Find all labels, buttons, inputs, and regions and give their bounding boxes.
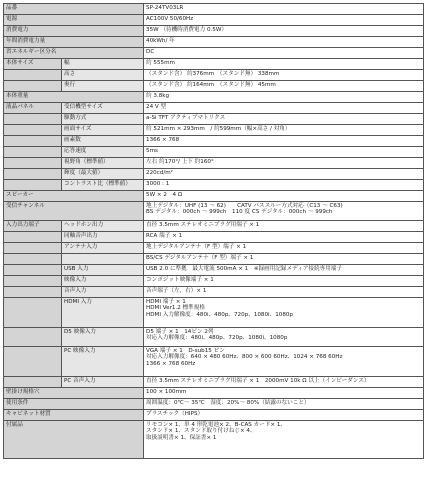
spec-category: [4, 136, 62, 147]
spec-row: [4, 421, 424, 459]
spec-value: AC100V 50/60Hz: [144, 15, 424, 26]
spec-row: [4, 147, 424, 158]
spec-row: [4, 410, 424, 421]
spec-value: BS/CS デジタルアンテナ（F 型）端子 × 1: [144, 254, 424, 265]
spec-row: [4, 399, 424, 410]
spec-row: [4, 48, 424, 59]
spec-value: （スタンド含） 約376mm （スタンド無） 338mm: [144, 70, 424, 81]
spec-value: 3000 : 1: [144, 180, 424, 191]
spec-value: 直径 3.5mm ステレオミニプラグ用端子 × 1: [144, 221, 424, 232]
spec-sublabel: PC 映像入力: [62, 347, 144, 377]
spec-row: [4, 254, 424, 265]
spec-value: 音声端子（左，右）× 1: [144, 287, 424, 298]
spec-sublabel: 視野角（標準値）: [62, 158, 144, 169]
spec-value: 周囲温度：0℃〜 35℃ 湿度：20%〜 80%（結露のないこと）: [144, 399, 424, 410]
spec-value: 地上デジタルアンテナ（F 型）端子 × 1: [144, 243, 424, 254]
spec-row: [4, 388, 424, 399]
spec-row: [4, 70, 424, 81]
spec-category: [4, 169, 62, 180]
spec-row: [4, 136, 424, 147]
spec-value: （スタンド含） 約164mm （スタンド無） 45mm: [144, 81, 424, 92]
spec-category: [4, 243, 62, 254]
spec-sublabel: HDMI 入力: [62, 298, 144, 328]
spec-category: [4, 328, 62, 347]
spec-value: HDMI 端子 × 1 HDMI Ver1.2 標準規格 HDMI 入力解像度：480i、480p、720p、1080i、1080p: [144, 298, 424, 328]
spec-value: コンポジット映像端子 × 1: [144, 276, 424, 287]
spec-category: [4, 377, 62, 388]
spec-row: [4, 202, 424, 221]
spec-value: 100 × 100mm: [144, 388, 424, 399]
spec-row: [4, 265, 424, 276]
spec-value: USB 2.0 に準拠 最大電流 500mA × 1 ※録画用記録メディア接続専用端子: [144, 265, 424, 276]
spec-sublabel: ヘッドホン出力: [62, 221, 144, 232]
spec-sublabel: 幅: [62, 59, 144, 70]
spec-sublabel: 受信機型サイズ: [62, 103, 144, 114]
spec-category: [4, 70, 62, 81]
spec-row: [4, 232, 424, 243]
spec-value: 24 V 型: [144, 103, 424, 114]
spec-row: [4, 328, 424, 347]
spec-label: 消費電力: [4, 26, 144, 37]
spec-value: 220cd/m²: [144, 169, 424, 180]
spec-sublabel: 映像入力: [62, 276, 144, 287]
spec-value: 約 3.8kg: [144, 92, 424, 103]
spec-category: [4, 347, 62, 377]
spec-sublabel: 駆動方式: [62, 114, 144, 125]
spec-sublabel: 画面サイズ: [62, 125, 144, 136]
spec-value: 1366 × 768: [144, 136, 424, 147]
spec-value: プラスチック（HIPS）: [144, 410, 424, 421]
spec-sublabel: USB 入力: [62, 265, 144, 276]
spec-category: [4, 158, 62, 169]
spec-row: [4, 221, 424, 232]
spec-value: RCA 端子 × 1: [144, 232, 424, 243]
spec-sublabel: PC 音声入力: [62, 377, 144, 388]
spec-label: 使用条件: [4, 399, 144, 410]
spec-label: 受信チャンネル: [4, 202, 144, 221]
spec-value: 5ms: [144, 147, 424, 158]
spec-category: [4, 125, 62, 136]
spec-row: [4, 243, 424, 254]
spec-value: 約 521mm × 293mm / 約599mm（幅×高さ / 対角）: [144, 125, 424, 136]
spec-value: 40kWh/ 年: [144, 37, 424, 48]
spec-row: [4, 347, 424, 377]
spec-category: [4, 180, 62, 191]
spec-sublabel: 高さ: [62, 70, 144, 81]
spec-value: DC: [144, 48, 424, 59]
spec-sublabel: アンテナ入力: [62, 243, 144, 254]
spec-row: [4, 191, 424, 202]
spec-row: [4, 4, 424, 15]
spec-row: [4, 92, 424, 103]
spec-row: [4, 276, 424, 287]
spec-sublabel: D5 映像入力: [62, 328, 144, 347]
spec-sublabel: 応答速度: [62, 147, 144, 158]
spec-row: [4, 81, 424, 92]
spec-category: 液晶パネル: [4, 103, 62, 114]
spec-category: [4, 254, 62, 265]
spec-value: 左右 約170°/ 上下 約160°: [144, 158, 424, 169]
spec-value: 約 555mm: [144, 59, 424, 70]
spec-category: [4, 147, 62, 158]
spec-category: [4, 232, 62, 243]
spec-value: SP-24TV03LR: [144, 4, 424, 15]
spec-category: 本体サイズ: [4, 59, 62, 70]
spec-row: [4, 103, 424, 114]
spec-row: [4, 37, 424, 48]
spec-label: スピーカー: [4, 191, 144, 202]
spec-row: [4, 287, 424, 298]
spec-category: 入力出力端子: [4, 221, 62, 232]
spec-category: [4, 287, 62, 298]
spec-table-body: [4, 4, 424, 459]
spec-category: [4, 276, 62, 287]
spec-value: VGA 端子 × 1 D-sub15 ピン 対応入力解像度：640 × 480 60Hz、800 × 600 60Hz、1024 × 768 60Hz 1366 × 768 60Hz: [144, 347, 424, 377]
spec-table: [3, 3, 424, 459]
spec-row: [4, 180, 424, 191]
spec-value: リモコン× 1、単 4 形乾電池× 2、B-CAS カード× 1、 スタンド× 1、スタンド取り付けねじ× 4、 取扱説明書× 1、保証書× 1: [144, 421, 424, 459]
spec-value: 地上デジタル：UHF (13 〜 62) CATV パススルー方式対応（C13 〜 C63) BS デジタル：000ch 〜 999ch 110 度 CS デジタル：000ch 〜 999ch: [144, 202, 424, 221]
spec-value: 35W （待機時消費電力 0.5W）: [144, 26, 424, 37]
spec-sublabel: 音声入力: [62, 287, 144, 298]
spec-category: [4, 265, 62, 276]
spec-row: [4, 298, 424, 328]
spec-sublabel: 画素数: [62, 136, 144, 147]
spec-row: [4, 114, 424, 125]
spec-category: [4, 81, 62, 92]
spec-sublabel: [62, 254, 144, 265]
spec-sublabel: 同軸音声出力: [62, 232, 144, 243]
spec-sublabel: 輝度（最大値）: [62, 169, 144, 180]
spec-value: 5W × 2 4 Ω: [144, 191, 424, 202]
spec-row: [4, 59, 424, 70]
spec-value: a-Si TFT アクティブマトリクス: [144, 114, 424, 125]
spec-label: 付属品: [4, 421, 144, 459]
spec-category: [4, 114, 62, 125]
spec-row: [4, 158, 424, 169]
spec-row: [4, 169, 424, 180]
spec-label: キャビネット材質: [4, 410, 144, 421]
spec-row: [4, 15, 424, 26]
spec-label: 壁掛け規格穴: [4, 388, 144, 399]
spec-value: 直径 3.5mm ステレオミニプラグ用端子 × 1 2000mV 10k Ω 以上（インピーダンス）: [144, 377, 424, 388]
spec-label: 品番: [4, 4, 144, 15]
spec-sublabel: 奥行: [62, 81, 144, 92]
spec-row: [4, 125, 424, 136]
spec-category: [4, 298, 62, 328]
spec-row: [4, 377, 424, 388]
spec-label: 本体重量: [4, 92, 144, 103]
spec-label: 年間消費電力量: [4, 37, 144, 48]
spec-label: 電源: [4, 15, 144, 26]
spec-value: D5 端子 × 1 14ピン 2列 対応入力解像度：480i、480p、720p、1080i、1080p: [144, 328, 424, 347]
spec-label: 省エネルギー区分名: [4, 48, 144, 59]
spec-sublabel: コントラスト比（標準値）: [62, 180, 144, 191]
spec-row: [4, 26, 424, 37]
